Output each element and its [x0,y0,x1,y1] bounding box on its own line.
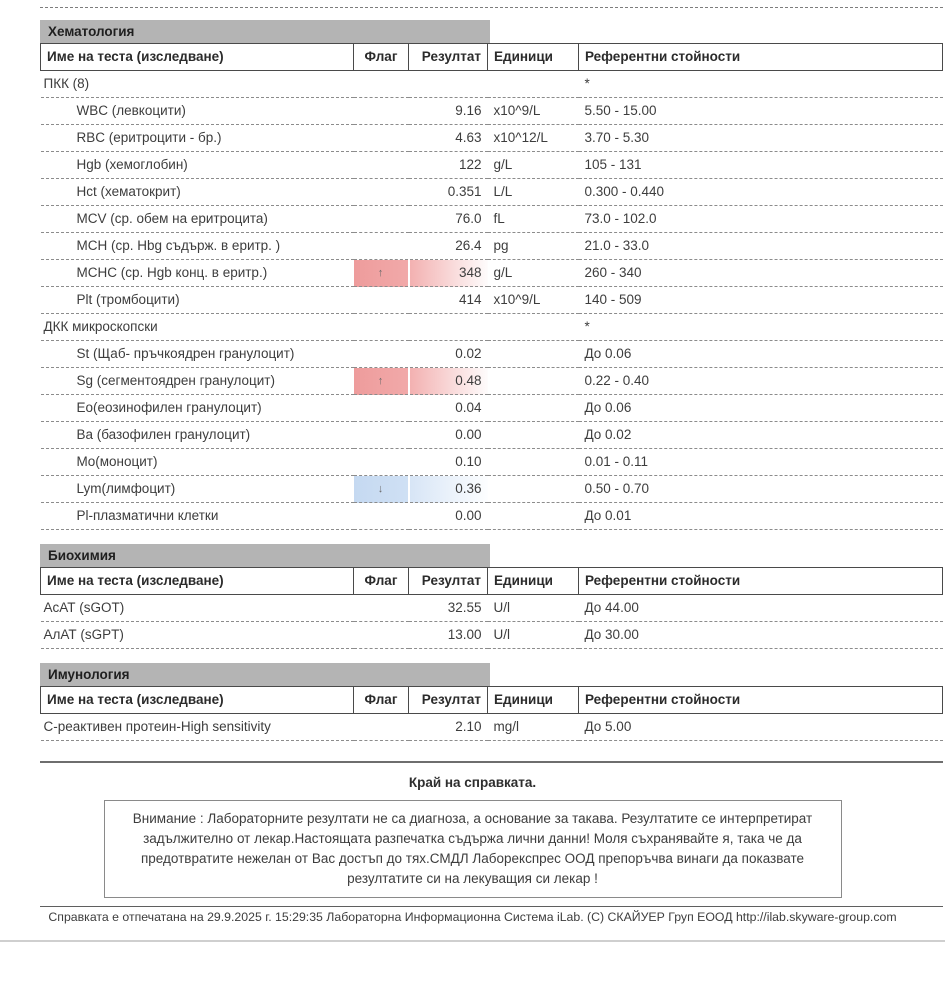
unit [488,395,579,422]
column-header-flag: Флаг [354,568,409,595]
flag-cell [354,595,409,622]
test-name: Lym(лимфоцит) [41,476,354,503]
unit [488,503,579,530]
reference-range: 3.70 - 5.30 [579,125,943,152]
result-value: 0.48 [409,368,488,395]
column-header-result: Резултат [409,687,488,714]
column-header-flag: Флаг [354,687,409,714]
flag-cell [354,449,409,476]
test-name: Pl-плазматични клетки [41,503,354,530]
test-name: ДКК микроскопски [41,314,354,341]
section-title-hematology: Хематология [40,20,490,43]
test-name: St (Щаб- пръчкоядрен гранулоцит) [41,341,354,368]
result-value: 0.10 [409,449,488,476]
table-header-row [41,44,943,71]
reference-range: До 0.06 [579,341,943,368]
test-name: C-реактивен протеин-High sensitivity [41,714,354,741]
test-row [41,233,943,260]
result-value: 13.00 [409,622,488,649]
report-sections [0,20,945,741]
result-value: 348 [409,260,488,287]
test-name: Eo(еозинофилен гранулоцит) [41,395,354,422]
column-header-result: Резултат [409,568,488,595]
test-row [41,449,943,476]
test-row [41,395,943,422]
test-name: АлАТ (sGPT) [41,622,354,649]
result-value: 76.0 [409,206,488,233]
unit: U/l [488,622,579,649]
column-header-units: Единици [488,44,579,71]
end-of-report-note: Край на справката. [408,775,537,790]
test-row [41,476,943,503]
result-value: 0.04 [409,395,488,422]
column-header-units: Единици [488,568,579,595]
test-name: RBC (еритроцити - бр.) [41,125,354,152]
table-header-row [41,687,943,714]
result-value: 2.10 [409,714,488,741]
test-name: Plt (тромбоцити) [41,287,354,314]
test-name: MCHC (ср. Hgb конц. в еритр.) [41,260,354,287]
flag-cell [354,395,409,422]
reference-range: 105 - 131 [579,152,943,179]
reference-range: До 0.02 [579,422,943,449]
column-header-ref: Референтни стойности [579,687,943,714]
unit: x10^9/L [488,98,579,125]
column-header-flag: Флаг [354,44,409,71]
column-header-result: Резултат [409,44,488,71]
result-value: 0.351 [409,179,488,206]
test-row [41,260,943,287]
reference-range: * [579,71,943,98]
test-row [41,179,943,206]
test-row [41,622,943,649]
test-name: MCH (ср. Hbg съдърж. в еритр. ) [41,233,354,260]
reference-range: 0.01 - 0.11 [579,449,943,476]
test-row [41,503,943,530]
flag-up-arrow-icon: ↑ [354,260,409,287]
unit [488,422,579,449]
test-name: MCV (ср. обем на еритроцита) [41,206,354,233]
unit: fL [488,206,579,233]
table-header-row [41,568,943,595]
flag-cell [354,341,409,368]
flag-down-arrow-icon: ↓ [354,476,409,503]
unit: mg/l [488,714,579,741]
unit: L/L [488,179,579,206]
footer-divider [40,906,943,907]
unit [488,341,579,368]
reference-range: 5.50 - 15.00 [579,98,943,125]
result-value: 0.00 [409,503,488,530]
result-value: 26.4 [409,233,488,260]
flag-cell [354,206,409,233]
unit [488,368,579,395]
flag-cell [354,422,409,449]
unit: g/L [488,260,579,287]
flag-cell [354,503,409,530]
result-value: 122 [409,152,488,179]
reference-range: 73.0 - 102.0 [579,206,943,233]
reference-range: 140 - 509 [579,287,943,314]
section-title-immunology: Имунология [40,663,490,686]
unit: U/l [488,595,579,622]
unit: pg [488,233,579,260]
results-table-hematology [40,43,943,530]
unit: x10^9/L [488,287,579,314]
section-title-biochemistry: Биохимия [40,544,490,567]
section-immunology [40,663,943,741]
test-row [41,595,943,622]
test-name: Hgb (хемоглобин) [41,152,354,179]
warning-box [104,800,842,898]
end-divider [40,761,943,763]
flag-cell [354,287,409,314]
unit [488,449,579,476]
unit: x10^12/L [488,125,579,152]
flag-cell [354,714,409,741]
flag-cell [354,98,409,125]
test-name: Sg (сегментоядрен гранулоцит) [41,368,354,395]
unit [488,71,579,98]
result-value [409,314,488,341]
flag-cell [354,233,409,260]
result-value: 0.36 [409,476,488,503]
unit [488,476,579,503]
result-value [409,71,488,98]
reference-range: 0.50 - 0.70 [579,476,943,503]
column-header-ref: Референтни стойности [579,44,943,71]
result-value: 9.16 [409,98,488,125]
results-table-biochemistry [40,567,943,649]
reference-range: До 30.00 [579,622,943,649]
flag-cell [354,125,409,152]
test-row [41,341,943,368]
test-row [41,287,943,314]
column-header-ref: Референтни стойности [579,568,943,595]
reference-range: * [579,314,943,341]
warning-text: Внимание : Лабораторните резултати не са диагноза, а основание за такава. Резултатите се интерпретират задължително от лекар.Настоящата разпечатка съдържа лични данни! Моля съхранявайте я, така че да предотвратите нежелан от Вас достъп до тях.СМДЛ Лаборекспрес ООД препоръчва винаги да показвате резултатите си на лекуващия си лекар ! [132,811,813,886]
reference-range: 0.22 - 0.40 [579,368,943,395]
column-header-units: Единици [488,687,579,714]
flag-cell [354,314,409,341]
section-hematology [40,20,943,530]
footer-text: Справката е отпечатана на 29.9.2025 г. 15:29:35 Лабораторна Информационна Система iLab. (C) СКАЙУЕР Груп ЕООД http://ilab.skyware-group.com [48,910,897,924]
flag-cell [354,179,409,206]
flag-cell [354,622,409,649]
result-value: 32.55 [409,595,488,622]
test-name: ПКК (8) [41,71,354,98]
flag-cell [354,152,409,179]
reference-range: До 0.06 [579,395,943,422]
results-table-immunology [40,686,943,741]
reference-range: До 0.01 [579,503,943,530]
reference-range: До 44.00 [579,595,943,622]
test-name: Mo(моноцит) [41,449,354,476]
unit: g/L [488,152,579,179]
flag-up-arrow-icon: ↑ [354,368,409,395]
result-value: 0.02 [409,341,488,368]
reference-range: 260 - 340 [579,260,943,287]
test-name: WBC (левкоцити) [41,98,354,125]
flag-cell [354,71,409,98]
test-row [41,125,943,152]
group-row [41,71,943,98]
unit [488,314,579,341]
test-row [41,152,943,179]
test-row [41,368,943,395]
result-value: 4.63 [409,125,488,152]
test-row [41,98,943,125]
test-row [41,714,943,741]
test-name: АсАТ (sGOT) [41,595,354,622]
group-row [41,314,943,341]
bottom-divider [0,940,945,942]
section-biochemistry [40,544,943,649]
result-value: 0.00 [409,422,488,449]
column-header-name: Име на теста (изследване) [41,44,354,71]
test-row [41,422,943,449]
result-value: 414 [409,287,488,314]
reference-range: До 5.00 [579,714,943,741]
test-name: Hct (хематокрит) [41,179,354,206]
reference-range: 21.0 - 33.0 [579,233,943,260]
reference-range: 0.300 - 0.440 [579,179,943,206]
test-row [41,206,943,233]
test-name: Ba (базофилен гранулоцит) [41,422,354,449]
column-header-name: Име на теста (изследване) [41,687,354,714]
column-header-name: Име на теста (изследване) [41,568,354,595]
top-divider [40,7,943,8]
